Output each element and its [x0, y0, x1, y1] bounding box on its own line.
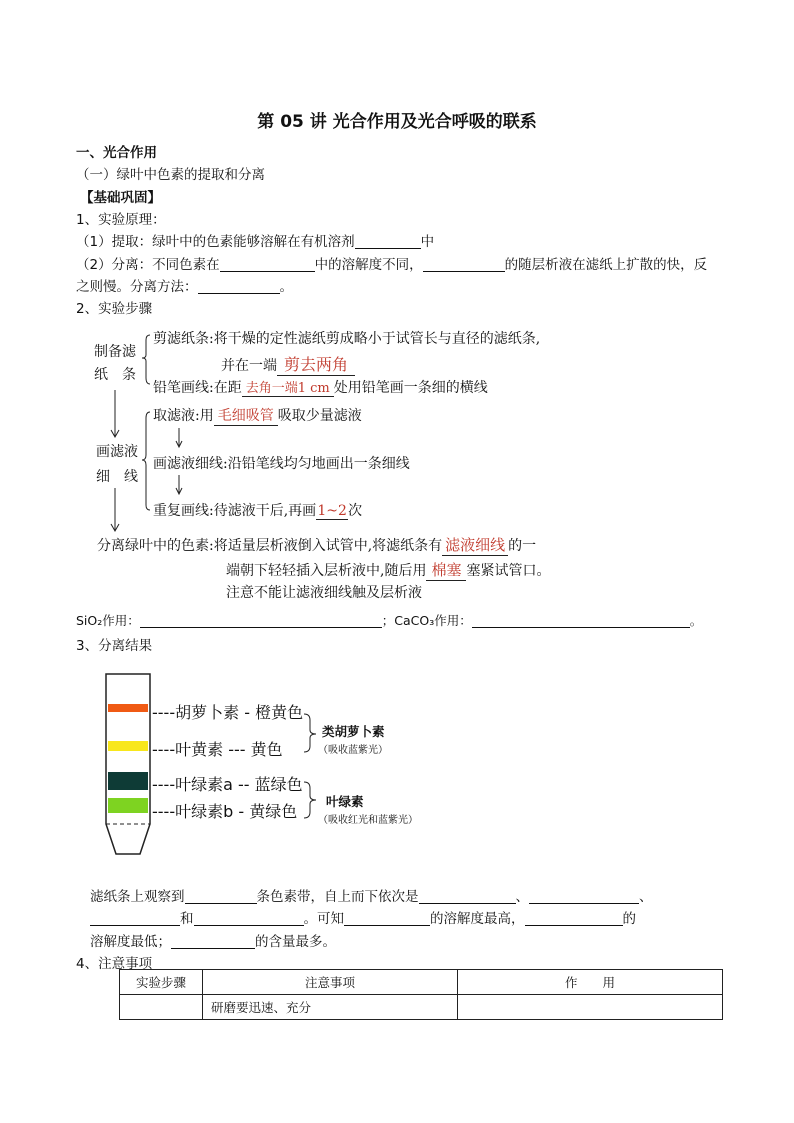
answer-blank[interactable] — [472, 613, 690, 628]
result-question-2: 和 。可知 的溶解度最高， 的 — [90, 907, 636, 927]
page-title: 第 05 讲 光合作用及光合呼吸的联系 — [257, 112, 537, 132]
step-separate-2: 端朝下轻轻插入层析液中,随后用 棉塞 塞紧试管口。 — [226, 561, 551, 579]
step-repeat: 重复画线:待滤液干后,再画1~2次 — [153, 503, 363, 519]
result-question-1: 滤纸条上观察到 条色素带，自上而下依次是 、 、 — [90, 889, 653, 905]
steps-heading: 2、实验步骤 — [76, 301, 153, 317]
step-cut-strip-2: 并在一端 剪去两角 — [221, 352, 355, 376]
group-carotenoids-note: （吸收蓝紫光） — [318, 745, 388, 756]
band-label-chlorophyll-b: ----叶绿素b - 黄绿色 — [152, 802, 298, 821]
answer-blank[interactable] — [419, 889, 516, 904]
band-carotene — [108, 704, 148, 712]
answer-blank[interactable] — [185, 889, 257, 904]
step-note: 注意不能让滤液细线触及层析液 — [226, 585, 422, 601]
answer-blank[interactable] — [525, 911, 623, 926]
roles-line: SiO₂作用： ；CaCO₃作用： 。 — [76, 613, 703, 628]
answer-blank[interactable] — [171, 934, 255, 949]
band-xanthophyll — [108, 741, 148, 751]
column-header: 注意事项 — [203, 970, 458, 995]
answer-blank[interactable] — [344, 911, 430, 926]
section-heading: 一、光合作用 — [76, 145, 157, 161]
result-heading: 3、分离结果 — [76, 638, 153, 654]
group-carotenoids: 类胡萝卜素 — [322, 724, 385, 739]
answer-repeat-count: 1~2 — [317, 503, 347, 519]
step-pencil-line: 铅笔画线:在距 去角一端1 cm 处用铅笔画一条细的横线 — [153, 377, 488, 397]
notes-table — [119, 969, 723, 1020]
table-row — [120, 995, 723, 1020]
band-chlorophyll-b — [108, 798, 148, 813]
answer-blank[interactable] — [140, 613, 382, 628]
table-cell: 研磨要迅速、充分 — [203, 995, 458, 1020]
table-cell — [120, 995, 203, 1020]
answer-blank[interactable] — [529, 889, 639, 904]
column-header: 实验步骤 — [120, 970, 203, 995]
table-cell — [458, 995, 723, 1020]
band-label-xanthophyll: ----叶黄素 --- 黄色 — [152, 740, 283, 759]
step-prep-label: 制备滤 — [94, 344, 136, 360]
step-take-filtrate: 取滤液:用 毛细吸管 吸取少量滤液 — [153, 405, 362, 426]
band-label-carotene: ----胡萝卜素 - 橙黄色 — [152, 703, 304, 722]
principle-line-2: （2）分离：不同色素在 中的溶解度不同， 的随层析液在滤纸上扩散的快，反 — [76, 257, 708, 273]
step-cut-strip: 剪滤纸条:将干燥的定性滤纸剪成略小于试管长与直径的滤纸条, — [153, 331, 541, 347]
chromatography-strip — [100, 672, 160, 858]
band-chlorophyll-a — [108, 772, 148, 790]
group-chlorophyll-note: （吸收红光和蓝紫光） — [318, 815, 418, 826]
subsection-heading: （一）绿叶中色素的提取和分离 — [76, 167, 265, 183]
band-label-chlorophyll-a: ----叶绿素a -- 蓝绿色 — [152, 775, 303, 794]
notes-heading: 4、注意事项 — [76, 956, 153, 972]
basic-heading: 【基础巩固】 — [80, 190, 161, 206]
answer-blank[interactable] — [90, 911, 180, 926]
result-question-3: 溶解度最低； 的含量最多。 — [90, 934, 336, 950]
column-header: 作 用 — [458, 970, 723, 995]
step-thin-line: 画滤液细线:沿铅笔线均匀地画出一条细线 — [153, 456, 410, 472]
group-chlorophyll: 叶绿素 — [326, 794, 364, 809]
answer-cotton-plug: 棉塞 — [431, 561, 462, 579]
step-prep-label-2: 纸 条 — [94, 367, 136, 383]
principle-line-3: 之则慢。分离方法： 。 — [76, 279, 293, 295]
answer-capillary: 毛细吸管 — [217, 408, 274, 424]
principle-heading: 1、实验原理： — [76, 212, 166, 228]
principle-line-1: （1）提取：绿叶中的色素能够溶解在有机溶剂 中 — [76, 234, 435, 250]
answer-distance: 去角一端1 cm — [245, 381, 330, 396]
step-separate: 分离绿叶中的色素:将适量层析液倒入试管中,将滤纸条有 滤液细线 的一 — [97, 536, 537, 554]
answer-filtrate-line: 滤液细线 — [445, 536, 506, 554]
table-header-row — [120, 970, 723, 995]
answer-cut-corners: 剪去两角 — [283, 355, 348, 374]
step-draw-label-2: 细 线 — [96, 469, 138, 485]
step-draw-label: 画滤液 — [96, 444, 138, 460]
answer-blank[interactable] — [194, 911, 304, 926]
